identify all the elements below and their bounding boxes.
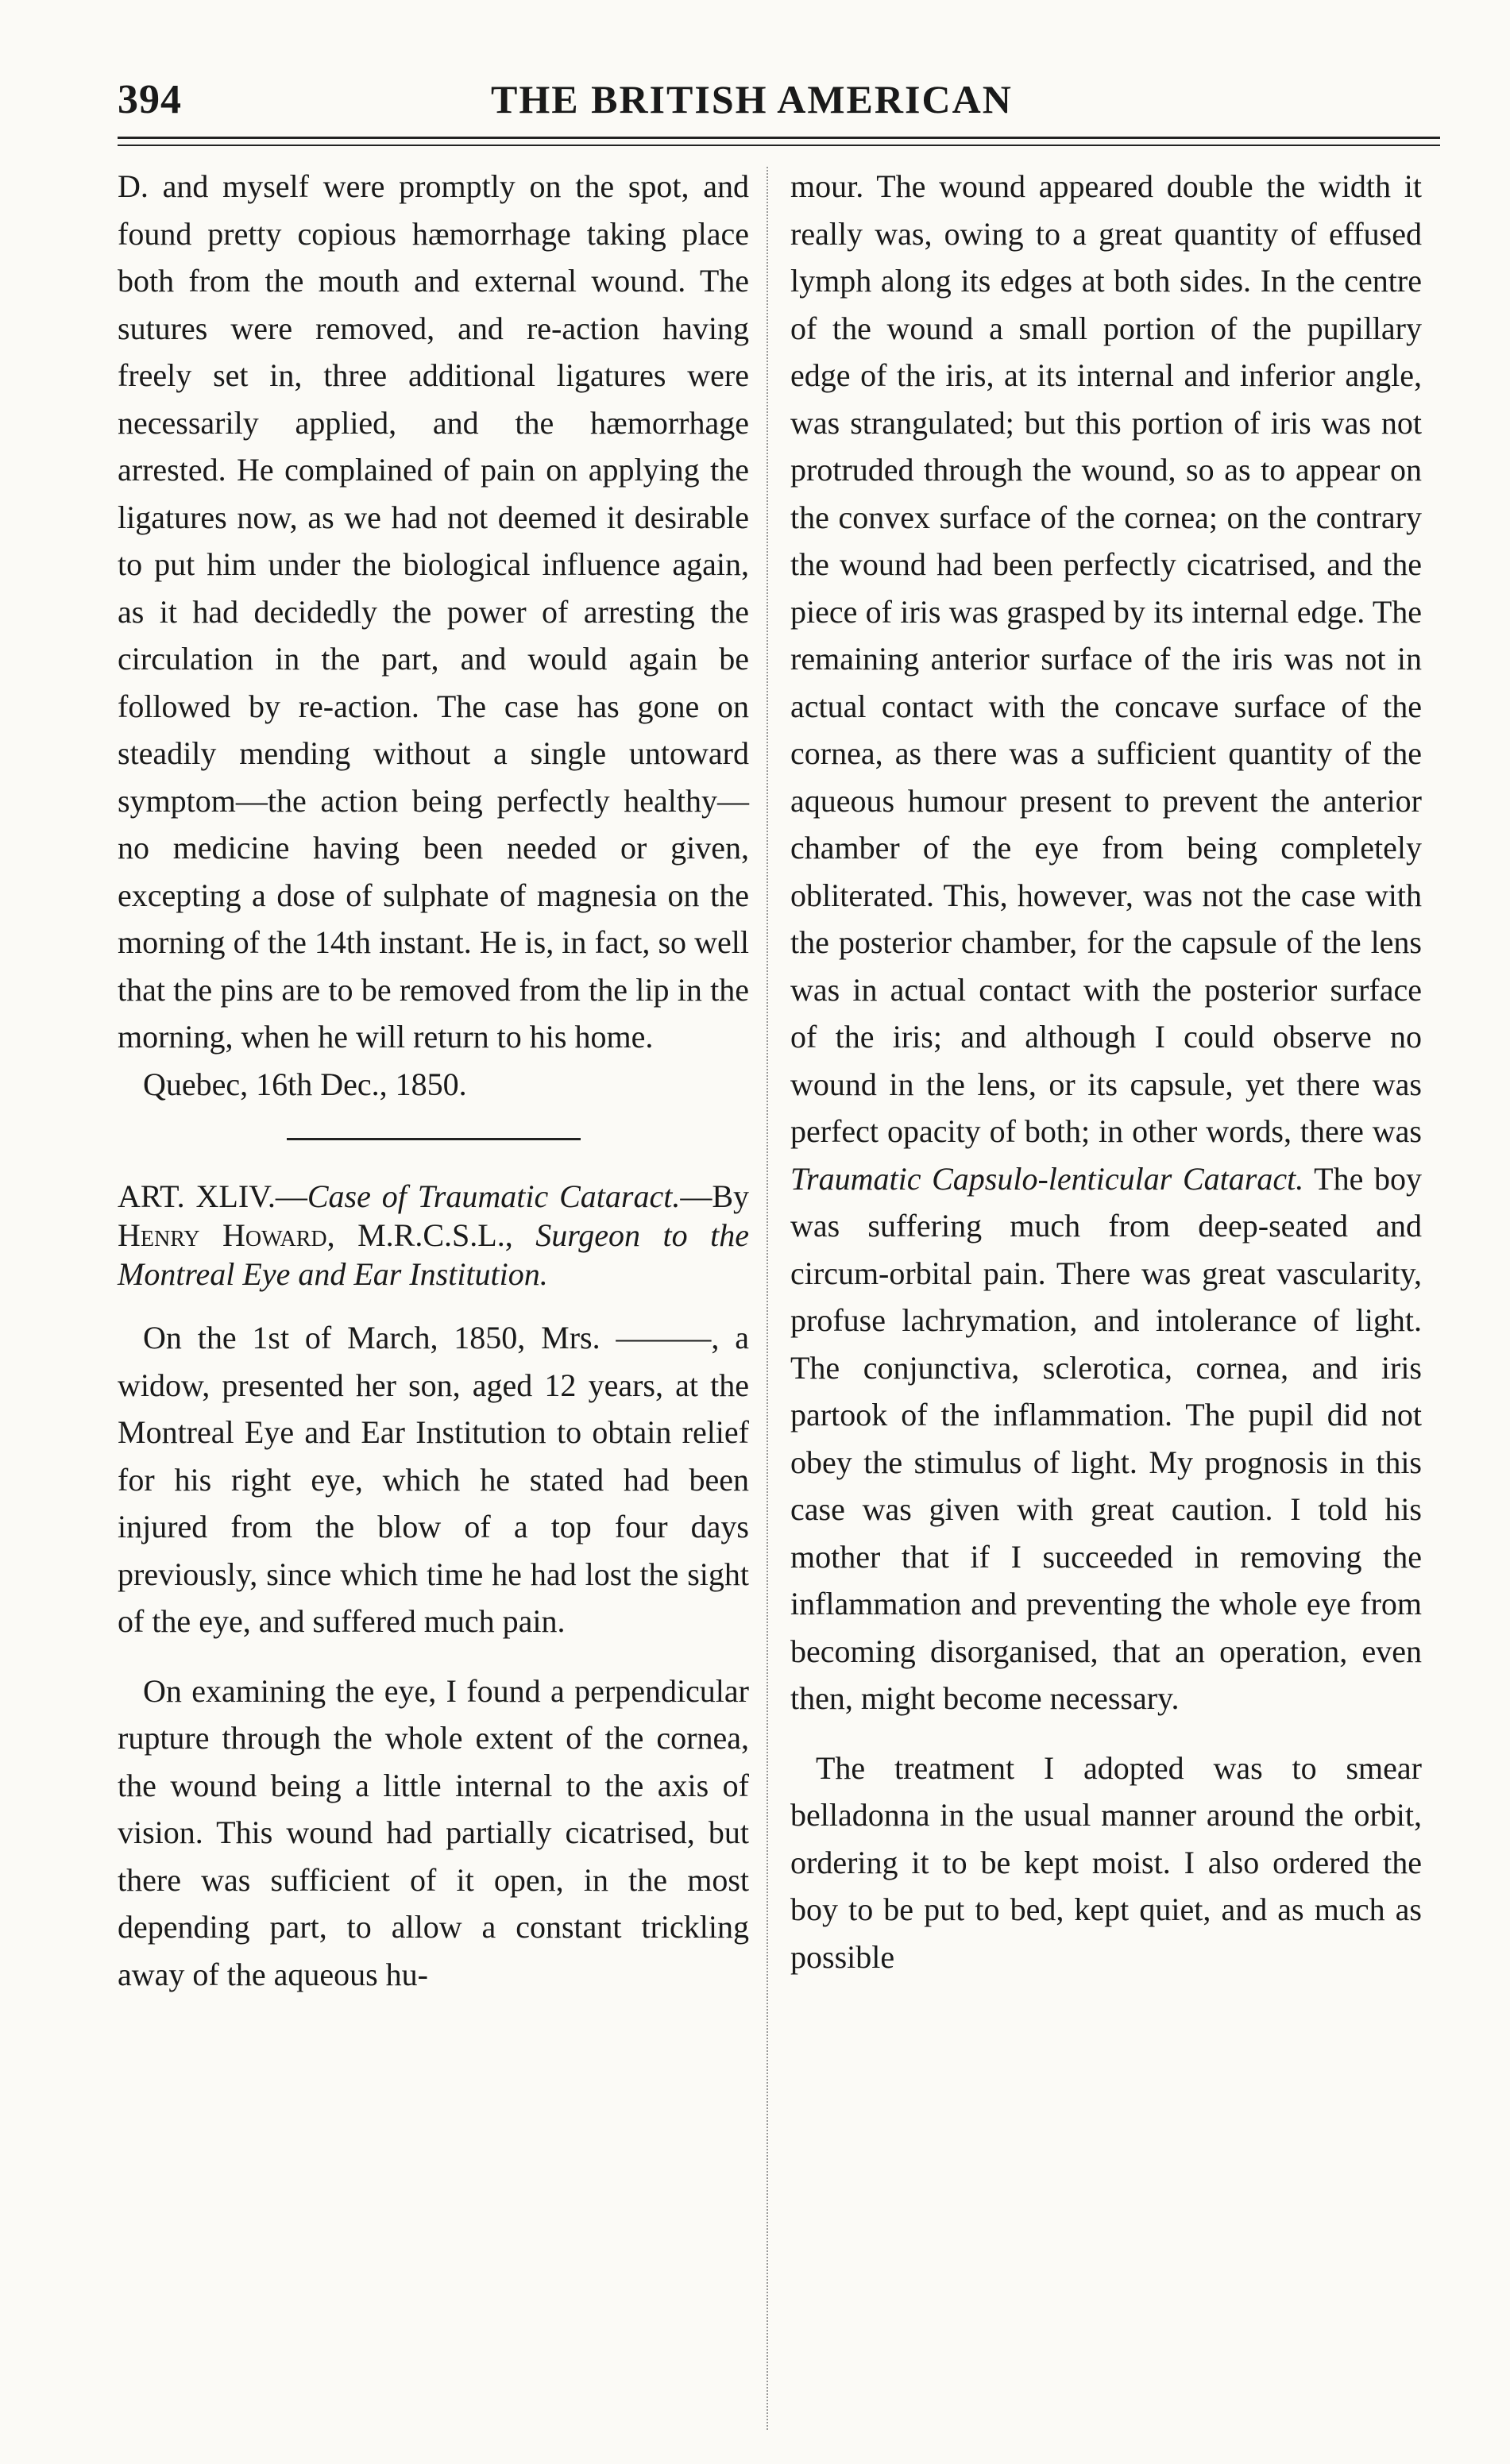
right-column xyxy=(790,163,1422,1980)
column-divider xyxy=(767,167,768,2430)
page-header xyxy=(118,76,1436,133)
article-by: —By xyxy=(680,1178,749,1214)
paragraph-continued xyxy=(790,163,1422,1722)
header-double-rule xyxy=(118,137,1440,146)
article-affiliation: Surgeon to the Montreal Eye and Ear Institution. xyxy=(118,1217,749,1292)
article-heading xyxy=(118,1177,749,1294)
article-author: Henry Howard xyxy=(118,1217,327,1253)
paragraph: The treatment I adopted was to smear belladonna in the usual manner around the orbit, ordering it to be kept moist. I also ordered the boy to be put to bed, kept quiet, and as much as possible xyxy=(790,1749,1422,1975)
paragraph: On examining the eye, I found a perpendicular rupture through the whole extent of the cornea, the wound being a little internal to the axis of vision. This wound had partially cicatrised, but there was sufficient of it open, in the most depending part, to allow a constant trickling away of the aqueous hu- xyxy=(118,1672,749,1992)
left-column xyxy=(118,163,749,1998)
paragraph: On the 1st of March, 1850, Mrs. ———, a widow, presented her son, aged 12 years, at the Montreal Eye and Ear Institution to obtain relief for his right eye, which he stated had been injured from the blow of a top four days previously, since which time he had lost the sight of the eye, and suffered much pain. xyxy=(118,1320,749,1639)
text-run: mour. The wound appeared double the width it really was, owing to a great quantity of effused lymph along its edges at both sides. In the centre of the wound a small portion of the pupillary edge of the iris, at its internal and inferior angle, was strangulated; but this portion of iris was not protruded through the wound, so as to appear on the convex surface of the cornea; on the contrary the wound had been perfectly cicatrised, and the piece of iris was grasped by its internal edge. The remaining anterior surface of the iris was not in actual contact with the concave surface of the cornea, as there was a sufficient quantity of the aqueous humour present to prevent the anterior chamber of the eye from being completely obliterated. This, however, was not the case with the posterior chamber, for the capsule of the lens was in actual contact with the posterior surface of the iris; and although I could observe no wound in the lens, or its capsule, yet there was perfect opacity of both; in other words, there was xyxy=(790,168,1422,1149)
article-label: ART. XLIV.— xyxy=(118,1178,307,1214)
page-number: 394 xyxy=(118,77,182,122)
dateline: Quebec, 16th Dec., 1850. xyxy=(143,1066,467,1102)
paragraph-continued: D. and myself were promptly on the spot, and found pretty copious hæmorrhage taking place both from the mouth and external wound. The sutures were removed, and re-action having freely set in, three additional ligatures were necessarily applied, and the hæmorrhage arrested. He complained of pain on applying the ligatures now, as we had not deemed it desirable to put him under the biological influence again, as it had decidedly the power of arresting the circulation in the part, and would again be followed by re-action. The case has gone on steadily mending without a single untoward symptom—the action being perfectly healthy—no medicine having been needed or given, excepting a dose of sulphate of magnesia on the morning of the 14th instant. He is, in fact, so well that the pins are to be removed from the lip in the morning, when he will return to his home. xyxy=(118,168,749,1055)
running-title: THE BRITISH AMERICAN xyxy=(491,77,1013,121)
section-divider xyxy=(287,1138,581,1140)
diagnosis-italic: Traumatic Capsulo-lenticular Cataract. xyxy=(790,1160,1304,1197)
article-credentials: , M.R.C.S.L., xyxy=(326,1217,536,1253)
article-title: Case of Traumatic Cataract. xyxy=(307,1178,681,1214)
text-run: The boy was suffering much from deep-seated and circum-orbital pain. There was great vascularity, profuse lachrymation, and intolerance of light. The conjunctiva, sclerotica, cornea, and iris partook of the inflammation. The pupil did not obey the stimulus of light. My prognosis in this case was given with great caution. I told his mother that if I succeeded in removing the inflammation and preventing the whole eye from becoming disorganised, that an operation, even then, might become necessary. xyxy=(790,1160,1422,1716)
